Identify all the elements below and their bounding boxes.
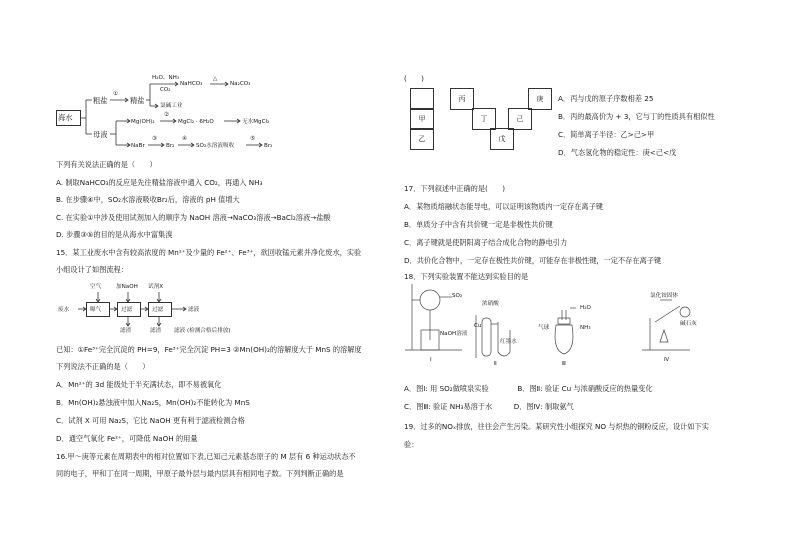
cell-wu: 戊 xyxy=(490,128,514,150)
nahco3-label: NaHCO₃ xyxy=(180,81,203,87)
fig2-numeral: Ⅱ xyxy=(494,361,497,367)
q14-option-b: B. 在步骤④中，SO₂水溶液吸收Br₂后，溶液的 pH 值增大 xyxy=(56,195,240,204)
fig3-h2o-label: H₂O xyxy=(580,305,591,311)
fig4-nh4cl-label: 氯化铵固体 xyxy=(650,293,678,299)
q17-option-d: D．共价化合物中，一定存在极性共价键，可能存在非极性键，一定不存在离子键 xyxy=(404,256,662,265)
q16-line2: 同的电子，甲和丁在同一周期，甲原子最外层与最内层具有相同电子数。下列判断正确的是 xyxy=(56,469,344,478)
anhydrous-mgcl2-label: 无水MgCl₂ xyxy=(242,119,270,125)
fig4-numeral: Ⅳ xyxy=(664,357,670,363)
wastewater-label: 废水 xyxy=(58,307,70,313)
q15-known: 已知：①Fe³⁺完全沉淀的 PH=9，Fe³⁺完全沉淀 PH=3 ②Mn(OH)₂的溶解度大于 MnS 的溶解度 xyxy=(56,345,362,354)
q15-line1: 15．某工业废水中含有较高浓度的 Mn²⁺及少量的 Fe²⁺、Fe³⁺，欲回收锰元素并净化废水，实验 xyxy=(56,248,362,257)
co2-label: CO₂ xyxy=(160,87,171,93)
q16-option-d: D．气态氢化物的稳定性：庚<己<戊 xyxy=(558,148,677,157)
q16-option-a: A．丙与戊的原子序数相差 25 xyxy=(558,94,654,103)
filtrate-label: 滤液 xyxy=(188,307,200,313)
q17-option-c: C．离子键就是使阴阳离子结合成化合物的静电引力 xyxy=(404,238,568,247)
cell-geng: 庚 xyxy=(528,88,552,110)
step5-marker: ⑤ xyxy=(250,136,256,142)
fig2-cu-label: Cu xyxy=(474,323,482,329)
residue-label-1: 滤渣 xyxy=(120,328,132,334)
mgcl2-hydrate-label: MgCl₂ · 6H₂O xyxy=(178,119,214,125)
q19-line2: 验： xyxy=(404,440,419,449)
heat-symbol: △ xyxy=(213,76,218,82)
filter-label-1: 过滤 xyxy=(121,307,133,313)
q16-answer-paren: ( ) xyxy=(404,74,424,83)
q18-options-ab: A．图Ⅰ: 用 SO₂做喷泉实验 B．图Ⅱ: 验证 Cu 与浓硝酸反应的热量变化 xyxy=(404,384,653,393)
fig2-hno3-label: 浓硝酸 xyxy=(482,301,499,307)
fig3-balloon-label: 气球 xyxy=(538,325,550,331)
q17-option-b: B．单质分子中含有共价键一定是非极性共价键 xyxy=(404,220,553,229)
fig4-lime-label: 碱石灰 xyxy=(680,321,697,327)
mother-liquor-label: 母液 xyxy=(93,130,108,139)
filtrate-discharge-label: 滤液 (检测合格后排放) xyxy=(174,328,231,334)
fig2-water-label: 红墨水 xyxy=(500,339,517,345)
q15-line2: 小组设计了如图流程： xyxy=(56,265,128,274)
q16-option-b: B．丙的最高价为 + 3，它与丁的性质具有相似性 xyxy=(558,112,715,121)
q17-option-a: A．某物质熔融状态能导电，可以证明该物质内一定存在离子键 xyxy=(404,202,603,211)
q15-stem: 下列说法不正确的是（ ） xyxy=(56,362,150,371)
cell-ding: 丁 xyxy=(472,108,496,130)
nabr-label: NaBr xyxy=(131,143,145,149)
q17-stem: 17．下列叙述中正确的是( ) xyxy=(404,184,506,193)
reagents-label: H₂O、NH₃ xyxy=(152,75,180,81)
q16-line1: 16.甲～庚等元素在周期表中的相对位置如下表,已知己元素基态原子的 M 层有 6 种运动状态不 xyxy=(56,452,356,461)
fig3-nh3-label: NH₃ xyxy=(580,325,591,331)
q15-option-d: D．通空气氧化 Fe²⁺，可降低 NaOH 的用量 xyxy=(56,434,198,443)
residue-label-2: 滤渣 xyxy=(150,328,162,334)
cell-bing: 丙 xyxy=(450,88,474,110)
q14-option-c: C. 在实验①中涉及使用试剂加入的顺序为 NaOH 溶液→NaCO₃溶液→BaCl₂溶液→盐酸 xyxy=(56,213,331,222)
q14-option-a: A. 制取NaHCO₃的反应是先往精盐溶液中通入 CO₂，再通入 NH₃ xyxy=(56,178,263,187)
q15-option-b: B．Mn(OH)₂悬浊液中加入Na₂S，Mn(OH)₂不能转化为 MnS xyxy=(56,398,250,407)
cell-ji: 己 xyxy=(508,108,532,130)
br2-label-b: Br₂ xyxy=(264,143,273,149)
cell-empty-1 xyxy=(410,88,434,110)
fig1-so2-label: SO₂ xyxy=(452,293,463,299)
q19-line1: 19．过多的NOₓ排放，往往会产生污染。某研究性小组探究 NO 与炽热的铜粉反应，设计如下实 xyxy=(404,422,709,431)
fig1-numeral: Ⅰ xyxy=(430,357,432,363)
q15-option-c: C．试剂 X 可用 Na₂S，它比 NaOH 更有利于滤液检测合格 xyxy=(56,416,245,425)
na2co3-label: Na₂CO₃ xyxy=(230,81,251,87)
br2-label-a: Br₂ xyxy=(166,143,175,149)
q14-stem: 下列有关说法正确的是（ ） xyxy=(56,160,157,169)
step1-marker: ① xyxy=(113,91,119,97)
step3-marker: ③ xyxy=(152,136,158,142)
q18-stem: 18．下列实验装置不能达到实验目的是 xyxy=(404,272,529,281)
q15-option-a: A．Mn²⁺的 3d 能级处于半充满状态，即不易被氧化 xyxy=(56,380,222,389)
filter-label-2: 过滤 xyxy=(152,307,164,313)
q16-option-c: C．简单离子半径：乙>己>甲 xyxy=(558,130,655,139)
so2-absorb-label: SO₂水溶液吸收 xyxy=(196,143,235,149)
seawater-label: 海水 xyxy=(58,113,73,122)
coarse-salt-label: 粗盐 xyxy=(93,96,108,105)
step2-marker: ② xyxy=(164,112,170,118)
cell-jia: 甲 xyxy=(410,108,434,130)
q18-options-cd: C．图Ⅲ: 验证 NH₃易溶于水 D．图Ⅳ: 制取氨气 xyxy=(404,402,574,411)
fig1-naoh-label: NaOH溶液 xyxy=(440,331,468,337)
step4-marker: ④ xyxy=(182,136,188,142)
aeration-label: 曝气 xyxy=(90,307,102,313)
fig3-numeral: Ⅲ xyxy=(562,361,566,367)
cell-yi: 乙 xyxy=(410,128,434,150)
chlor-alkali-label: 氯碱工业 xyxy=(160,103,183,109)
refined-salt-label: 精盐 xyxy=(130,96,145,105)
q14-option-d: D. 步骤③⑤的目的是从海水中富集溴 xyxy=(56,230,173,239)
add-naoh-label: 加NaOH xyxy=(116,284,138,290)
reagent-x-label: 试剂X xyxy=(148,284,164,290)
mgoh2-label: Mg(OH)₂ xyxy=(131,119,155,125)
air-label: 空气 xyxy=(90,284,102,290)
